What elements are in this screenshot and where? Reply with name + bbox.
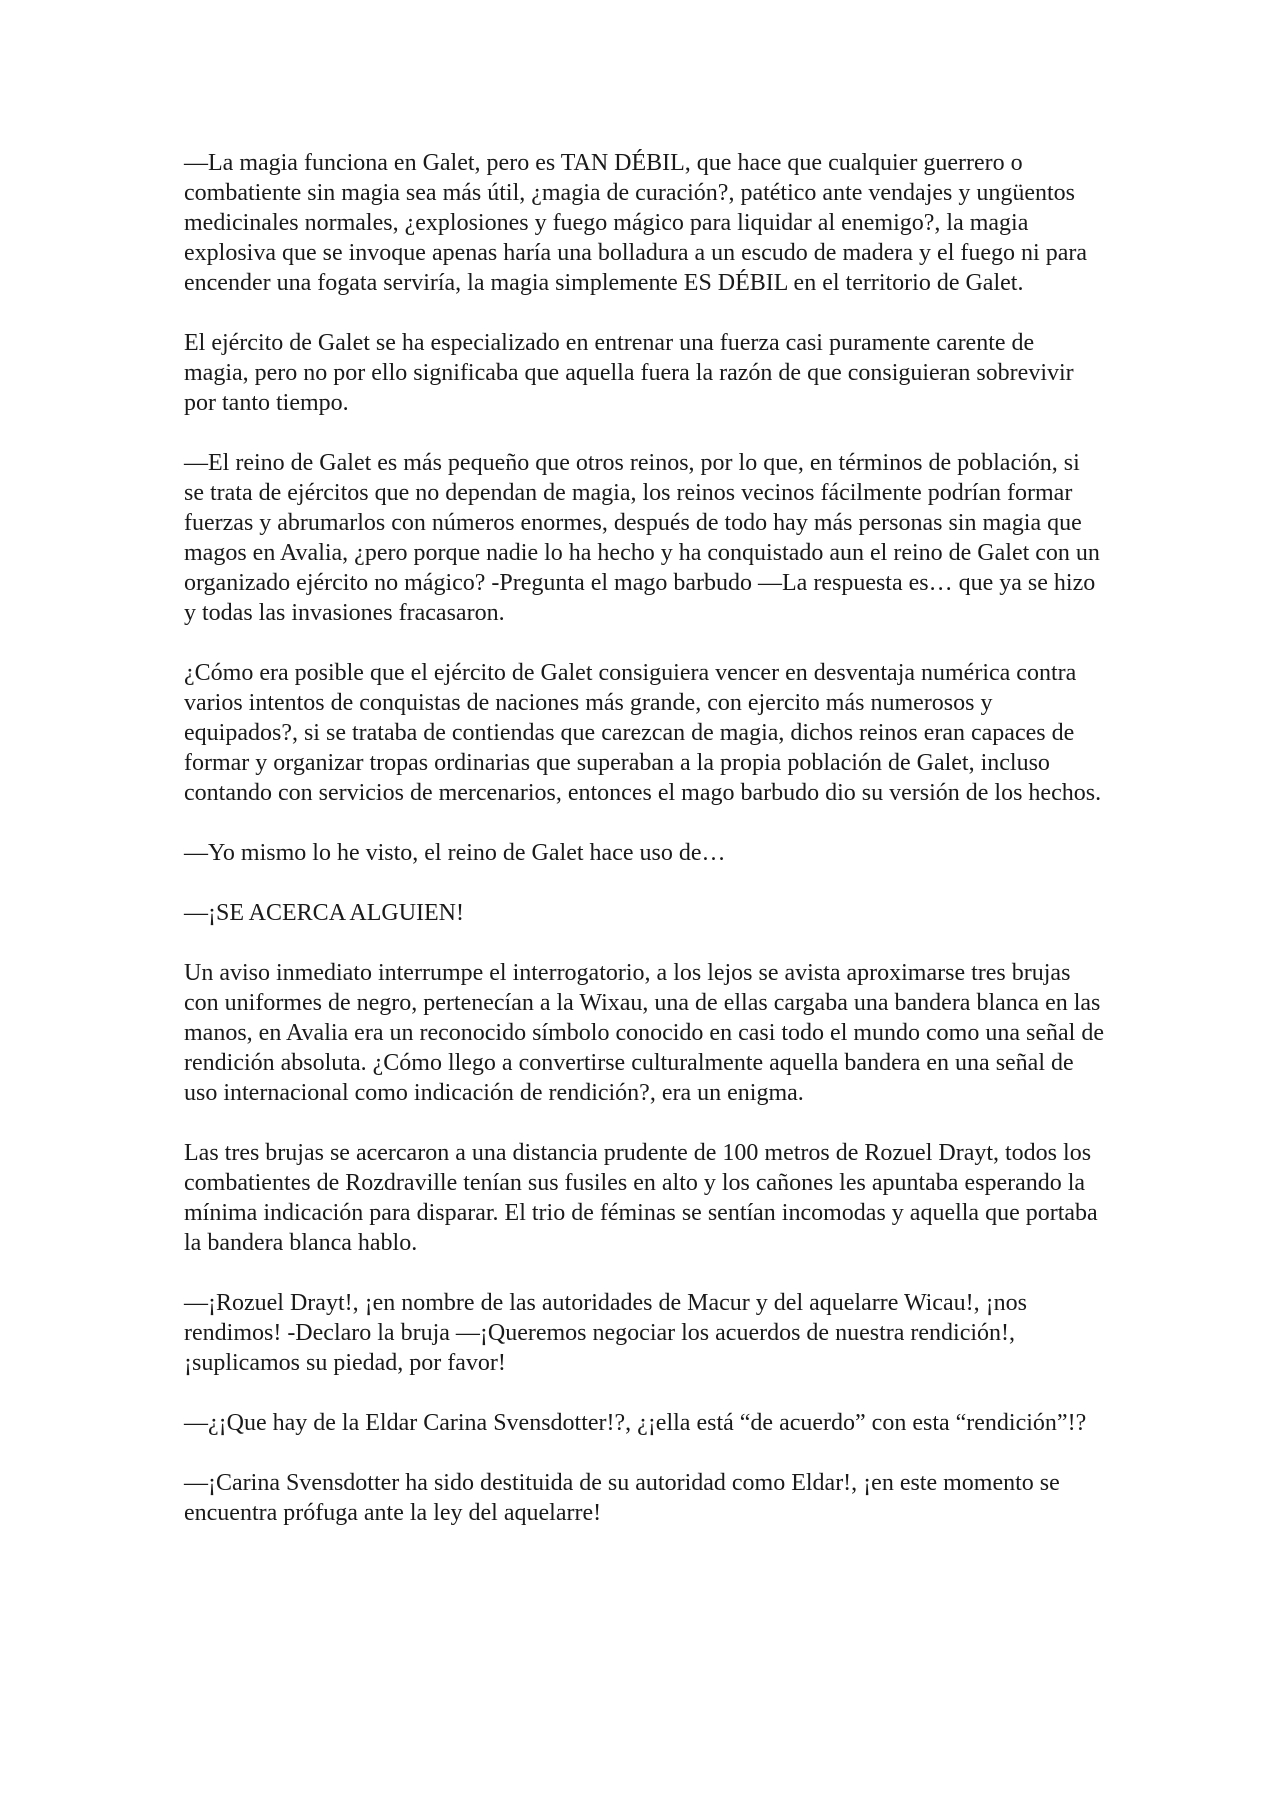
paragraph: —¡Rozuel Drayt!, ¡en nombre de las autoridades de Macur y del aquelarre Wicau!, ¡nos rendimos! -Declaro la bruja —¡Queremos negociar los acuerdos de nuestra rendición!, ¡suplicamos su piedad, por favor! <box>184 1290 1027 1376</box>
paragraph: —El reino de Galet es más pequeño que otros reinos, por lo que, en términos de población, si se trata de ejércitos que no dependan de magia, los reinos vecinos fácilmente podrían formar fuerzas y abrumarlos con números enormes, después de todo hay más personas sin magia que magos en Avalia, ¿pero porque nadie lo ha hecho y ha conquistado aun el reino de Galet con un organizado ejército no mágico? -Pregunta el mago barbudo —La respuesta es… que ya se hizo y todas las invasiones fracasaron. <box>184 450 1100 626</box>
document-page <box>184 148 1104 1558</box>
paragraph: —¡Carina Svensdotter ha sido destituida de su autoridad como Eldar!, ¡en este momento se encuentra prófuga ante la ley del aquelarre! <box>184 1470 1060 1526</box>
paragraph: ¿Cómo era posible que el ejército de Galet consiguiera vencer en desventaja numérica contra varios intentos de conquistas de naciones más grande, con ejercito más numerosos y equipados?, si se trataba de contiendas que carezcan de magia, dichos reinos eran capaces de formar y organizar tropas ordinarias que superaban a la propia población de Galet, incluso contando con servicios de mercenarios, entonces el mago barbudo dio su versión de los hechos. <box>184 660 1102 806</box>
paragraph: —¡SE ACERCA ALGUIEN! <box>184 900 465 926</box>
paragraph: Las tres brujas se acercaron a una distancia prudente de 100 metros de Rozuel Drayt, todos los combatientes de Rozdraville tenían sus fusiles en alto y los cañones les apuntaba esperando la mínima indicación para disparar. El trio de féminas se sentían incomodas y aquella que portaba la bandera blanca hablo. <box>184 1140 1098 1256</box>
paragraph: —¿¡Que hay de la Eldar Carina Svensdotter!?, ¿¡ella está “de acuerdo” con esta “rendición”!? <box>184 1410 1087 1436</box>
paragraph: —La magia funciona en Galet, pero es TAN DÉBIL, que hace que cualquier guerrero o combatiente sin magia sea más útil, ¿magia de curación?, patético ante vendajes y ungüentos medicinales normales, ¿explosiones y fuego mágico para liquidar al enemigo?, la magia explosiva que se invoque apenas haría una bolladura a un escudo de madera y el fuego ni para encender una fogata serviría, la magia simplemente ES DÉBIL en el territorio de Galet. <box>184 150 1087 296</box>
paragraph: —Yo mismo lo he visto, el reino de Galet hace uso de… <box>184 840 726 866</box>
paragraph: Un aviso inmediato interrumpe el interrogatorio, a los lejos se avista aproximarse tres brujas con uniformes de negro, pertenecían a la Wixau, una de ellas cargaba una bandera blanca en las manos, en Avalia era un reconocido símbolo conocido en casi todo el mundo como una señal de rendición absoluta. ¿Cómo llego a convertirse culturalmente aquella bandera en una señal de uso internacional como indicación de rendición?, era un enigma. <box>184 960 1104 1106</box>
paragraph: El ejército de Galet se ha especializado en entrenar una fuerza casi puramente carente de magia, pero no por ello significaba que aquella fuera la razón de que consiguieran sobrevivir por tanto tiempo. <box>184 330 1074 416</box>
